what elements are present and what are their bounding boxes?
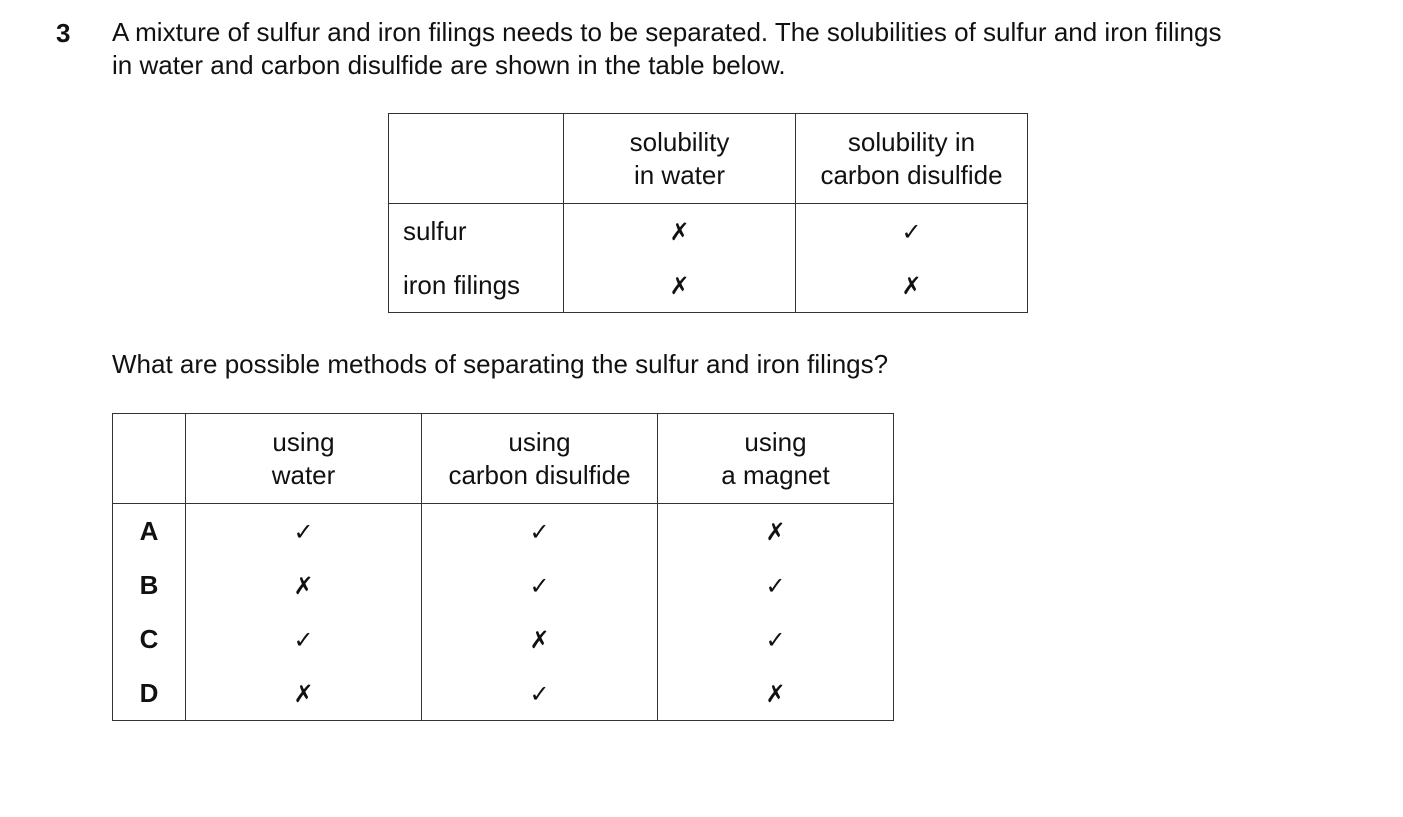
header-line: using — [744, 426, 807, 457]
option-water-cell — [186, 504, 422, 559]
cross-mark: ✗ — [529, 625, 550, 654]
options-table-header-row — [113, 414, 894, 504]
option-cs2-cell — [422, 504, 658, 559]
header-line: carbon disulfide — [448, 459, 631, 490]
option-row-b[interactable] — [113, 558, 894, 612]
solubility-header-empty — [389, 114, 564, 204]
intro-line-2: in water and carbon disulfide are shown in the table below. — [112, 50, 786, 80]
question-number: 3 — [56, 18, 71, 48]
tick-mark: ✓ — [901, 217, 922, 246]
option-magnet-cell — [658, 558, 894, 612]
cross-mark: ✗ — [765, 679, 786, 708]
solubility-header-carbon-disulfide — [796, 114, 1028, 204]
tick-mark: ✓ — [529, 517, 550, 546]
solubility-water-cell — [564, 258, 796, 313]
cross-mark: ✗ — [765, 517, 786, 546]
cross-mark: ✗ — [901, 271, 922, 300]
options-header-magnet — [658, 414, 894, 504]
cross-mark: ✗ — [669, 271, 690, 300]
option-magnet-cell — [658, 666, 894, 721]
options-header-water — [186, 414, 422, 504]
intro-line-1: A mixture of sulfur and iron filings needs to be separated. The solubilities of sulfur and iron filings — [112, 17, 1222, 47]
header-line: solubility — [629, 126, 730, 157]
tick-mark: ✓ — [293, 625, 314, 654]
cross-mark: ✗ — [293, 679, 314, 708]
table-row-sulfur — [389, 204, 1028, 259]
solubility-water-cell — [564, 204, 796, 259]
header-line: using — [272, 426, 335, 457]
table-row-iron-filings — [389, 258, 1028, 313]
row-label: iron filings — [389, 258, 564, 313]
solubility-header-water — [564, 114, 796, 204]
option-cs2-cell — [422, 612, 658, 666]
option-cs2-cell — [422, 666, 658, 721]
header-line: solubility in — [847, 126, 976, 157]
question-prompt: What are possible methods of separating the sulfur and iron filings? — [112, 349, 889, 379]
option-water-cell — [186, 558, 422, 612]
options-header-empty — [113, 414, 186, 504]
option-magnet-cell — [658, 612, 894, 666]
option-letter[interactable]: A — [113, 504, 186, 559]
option-letter[interactable]: C — [113, 612, 186, 666]
options-header-carbon-disulfide — [422, 414, 658, 504]
cross-mark: ✗ — [669, 217, 690, 246]
solubility-table — [388, 113, 1028, 313]
option-row-d[interactable] — [113, 666, 894, 721]
option-water-cell — [186, 666, 422, 721]
option-water-cell — [186, 612, 422, 666]
solubility-table-header-row — [389, 114, 1028, 204]
solubility-cs2-cell — [796, 204, 1028, 259]
tick-mark: ✓ — [765, 625, 786, 654]
cross-mark: ✗ — [293, 571, 314, 600]
solubility-cs2-cell — [796, 258, 1028, 313]
option-row-a[interactable] — [113, 504, 894, 559]
options-table — [112, 413, 894, 721]
header-line: using — [508, 426, 571, 457]
header-line: a magnet — [721, 459, 830, 490]
header-line: in water — [633, 159, 726, 190]
header-line: water — [271, 459, 336, 490]
tick-mark: ✓ — [529, 679, 550, 708]
tick-mark: ✓ — [529, 571, 550, 600]
option-magnet-cell — [658, 504, 894, 559]
tick-mark: ✓ — [293, 517, 314, 546]
option-letter[interactable]: D — [113, 666, 186, 721]
header-line: carbon disulfide — [820, 159, 1003, 190]
option-cs2-cell — [422, 558, 658, 612]
option-row-c[interactable] — [113, 612, 894, 666]
option-letter[interactable]: B — [113, 558, 186, 612]
question-intro — [112, 16, 1372, 82]
tick-mark: ✓ — [765, 571, 786, 600]
row-label: sulfur — [389, 204, 564, 259]
